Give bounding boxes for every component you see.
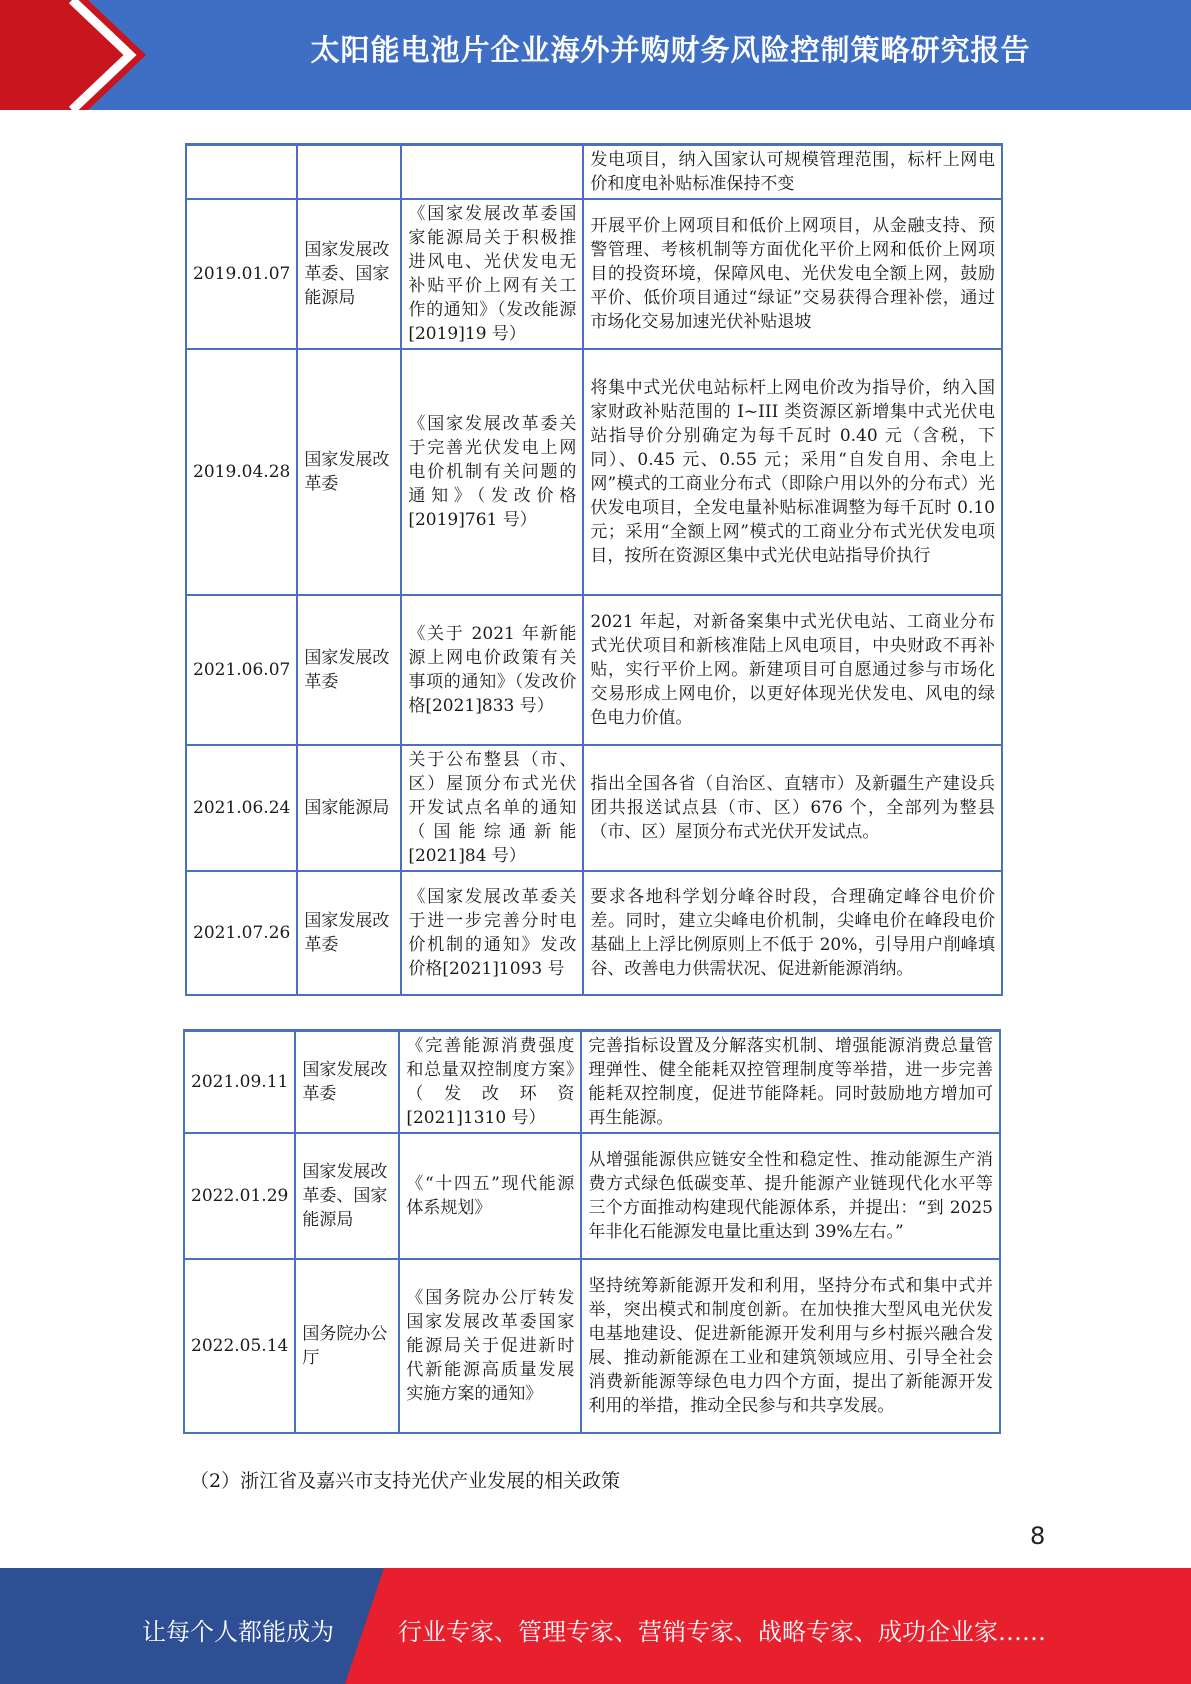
org-cell: 国务院办公厅	[295, 1259, 399, 1433]
desc-cell: 从增强能源供应链安全性和稳定性、推动能源生产消费方式绿色低碳变革、提升能源产业链现代化水平等三个方面推动构建现代能源体系，并提出：“到 2025 年非化石能源发电量比重达到 39%左右。”	[581, 1133, 1000, 1259]
org-cell: 国家发展改革委	[297, 595, 401, 745]
date-cell: 2021.07.26	[186, 871, 297, 995]
date-cell: 2021.06.07	[186, 595, 297, 745]
table-row	[184, 1259, 1000, 1433]
org-cell	[297, 145, 401, 200]
table-row	[186, 595, 1002, 745]
date-cell: 2022.05.14	[184, 1259, 295, 1433]
footer-slogan-right: 行业专家、管理专家、营销专家、战略专家、成功企业家……	[398, 1618, 1046, 1646]
table-row	[186, 349, 1002, 595]
table-row	[186, 745, 1002, 871]
table-row	[186, 199, 1002, 349]
desc-cell: 将集中式光伏电站标杆上网电价改为指导价，纳入国家财政补贴范围的 I~III 类资源区新增集中式光伏电站指导价分别确定为每千瓦时 0.40 元（含税，下同）、0.45 元、0.55 元；采用“自发自用、余电上网”模式的工商业分布式（即除户用以外的分布式）光伏发电项目，全发电量补贴标准调整为每千瓦时 0.10 元；采用“全额上网”模式的工商业分布式光伏发电项目，按所在资源区集中式光伏电站指导价执行	[583, 349, 1002, 595]
desc-cell: 发电项目，纳入国家认可规模管理范围，标杆上网电价和度电补贴标准保持不变	[583, 145, 1002, 200]
doc-cell: 《国家发展改革委关于完善光伏发电上网电价机制有关问题的通知》（发改价格[2019]761 号）	[401, 349, 583, 595]
table-row	[184, 1133, 1000, 1259]
policy-table-2	[183, 1029, 1001, 1434]
doc-cell: 《国务院办公厅转发国家发展改革委国家能源局关于促进新时代新能源高质量发展实施方案的通知》	[399, 1259, 581, 1433]
section-heading: （2）浙江省及嘉兴市支持光伏产业发展的相关政策	[190, 1470, 621, 1492]
table-row	[184, 1031, 1000, 1134]
doc-cell: 《国家发展改革委关于进一步完善分时电价机制的通知》发改价格[2021]1093 号	[401, 871, 583, 995]
header-red-arrow	[0, 0, 150, 110]
org-cell: 国家发展改革委	[297, 349, 401, 595]
desc-cell: 坚持统筹新能源开发和利用，坚持分布式和集中式并举，突出模式和制度创新。在加快推大型风电光伏发电基地建设、促进新能源开发利用与乡村振兴融合发展、推动新能源在工业和建筑领域应用、引导全社会消费新能源等绿色电力四个方面，提出了新能源开发利用的举措，推动全民参与和共享发展。	[581, 1259, 1000, 1433]
date-cell: 2021.06.24	[186, 745, 297, 871]
date-cell: 2019.01.07	[186, 199, 297, 349]
doc-cell: 《国家发展改革委国家能源局关于积极推进风电、光伏发电无补贴平价上网有关工作的通知》（发改能源[2019]19 号）	[401, 199, 583, 349]
doc-cell: 《关于 2021 年新能源上网电价政策有关事项的通知》（发改价格[2021]833 号）	[401, 595, 583, 745]
org-cell: 国家发展改革委、国家能源局	[295, 1133, 399, 1259]
policy-table-1	[185, 143, 1003, 996]
org-cell: 国家发展改革委	[295, 1031, 399, 1134]
date-cell: 2021.09.11	[184, 1031, 295, 1134]
date-cell: 2022.01.29	[184, 1133, 295, 1259]
desc-cell: 要求各地科学划分峰谷时段，合理确定峰谷电价价差。同时，建立尖峰电价机制，尖峰电价在峰段电价基础上上浮比例原则上不低于 20%，引导用户削峰填谷、改善电力供需状况、促进新能源消纳。	[583, 871, 1002, 995]
page-number: 8	[1030, 1522, 1046, 1550]
desc-cell: 指出全国各省（自治区、直辖市）及新疆生产建设兵团共报送试点县（市、区）676 个，全部列为整县（市、区）屋顶分布式光伏开发试点。	[583, 745, 1002, 871]
date-cell	[186, 145, 297, 200]
doc-cell: 《“十四五”现代能源体系规划》	[399, 1133, 581, 1259]
table-row	[186, 145, 1002, 200]
org-cell: 国家发展改革委	[297, 871, 401, 995]
page-header	[0, 0, 1191, 110]
page-footer	[0, 1568, 1191, 1684]
desc-cell: 开展平价上网项目和低价上网项目，从金融支持、预警管理、考核机制等方面优化平价上网和低价上网项目的投资环境，保障风电、光伏发电全额上网，鼓励平价、低价项目通过“绿证”交易获得合理补偿，通过市场化交易加速光伏补贴退坡	[583, 199, 1002, 349]
footer-slogan-left: 让每个人都能成为	[142, 1618, 334, 1646]
desc-cell: 2021 年起，对新备案集中式光伏电站、工商业分布式光伏项目和新核准陆上风电项目，中央财政不再补贴，实行平价上网。新建项目可自愿通过参与市场化交易形成上网电价，以更好体现光伏发电、风电的绿色电力价值。	[583, 595, 1002, 745]
desc-cell: 完善指标设置及分解落实机制、增强能源消费总量管理弹性、健全能耗双控管理制度等举措，进一步完善能耗双控制度，促进节能降耗。同时鼓励地方增加可再生能源。	[581, 1031, 1000, 1134]
date-cell: 2019.04.28	[186, 349, 297, 595]
org-cell: 国家发展改革委、国家能源局	[297, 199, 401, 349]
org-cell: 国家能源局	[297, 745, 401, 871]
report-title: 太阳能电池片企业海外并购财务风险控制策略研究报告	[310, 33, 1031, 67]
table-row	[186, 871, 1002, 995]
doc-cell	[401, 145, 583, 200]
doc-cell: 关于公布整县（市、区）屋顶分布式光伏开发试点名单的通知（国能综通新能[2021]84 号）	[401, 745, 583, 871]
doc-cell: 《完善能源消费强度和总量双控制度方案》（发改环资[2021]1310 号）	[399, 1031, 581, 1134]
